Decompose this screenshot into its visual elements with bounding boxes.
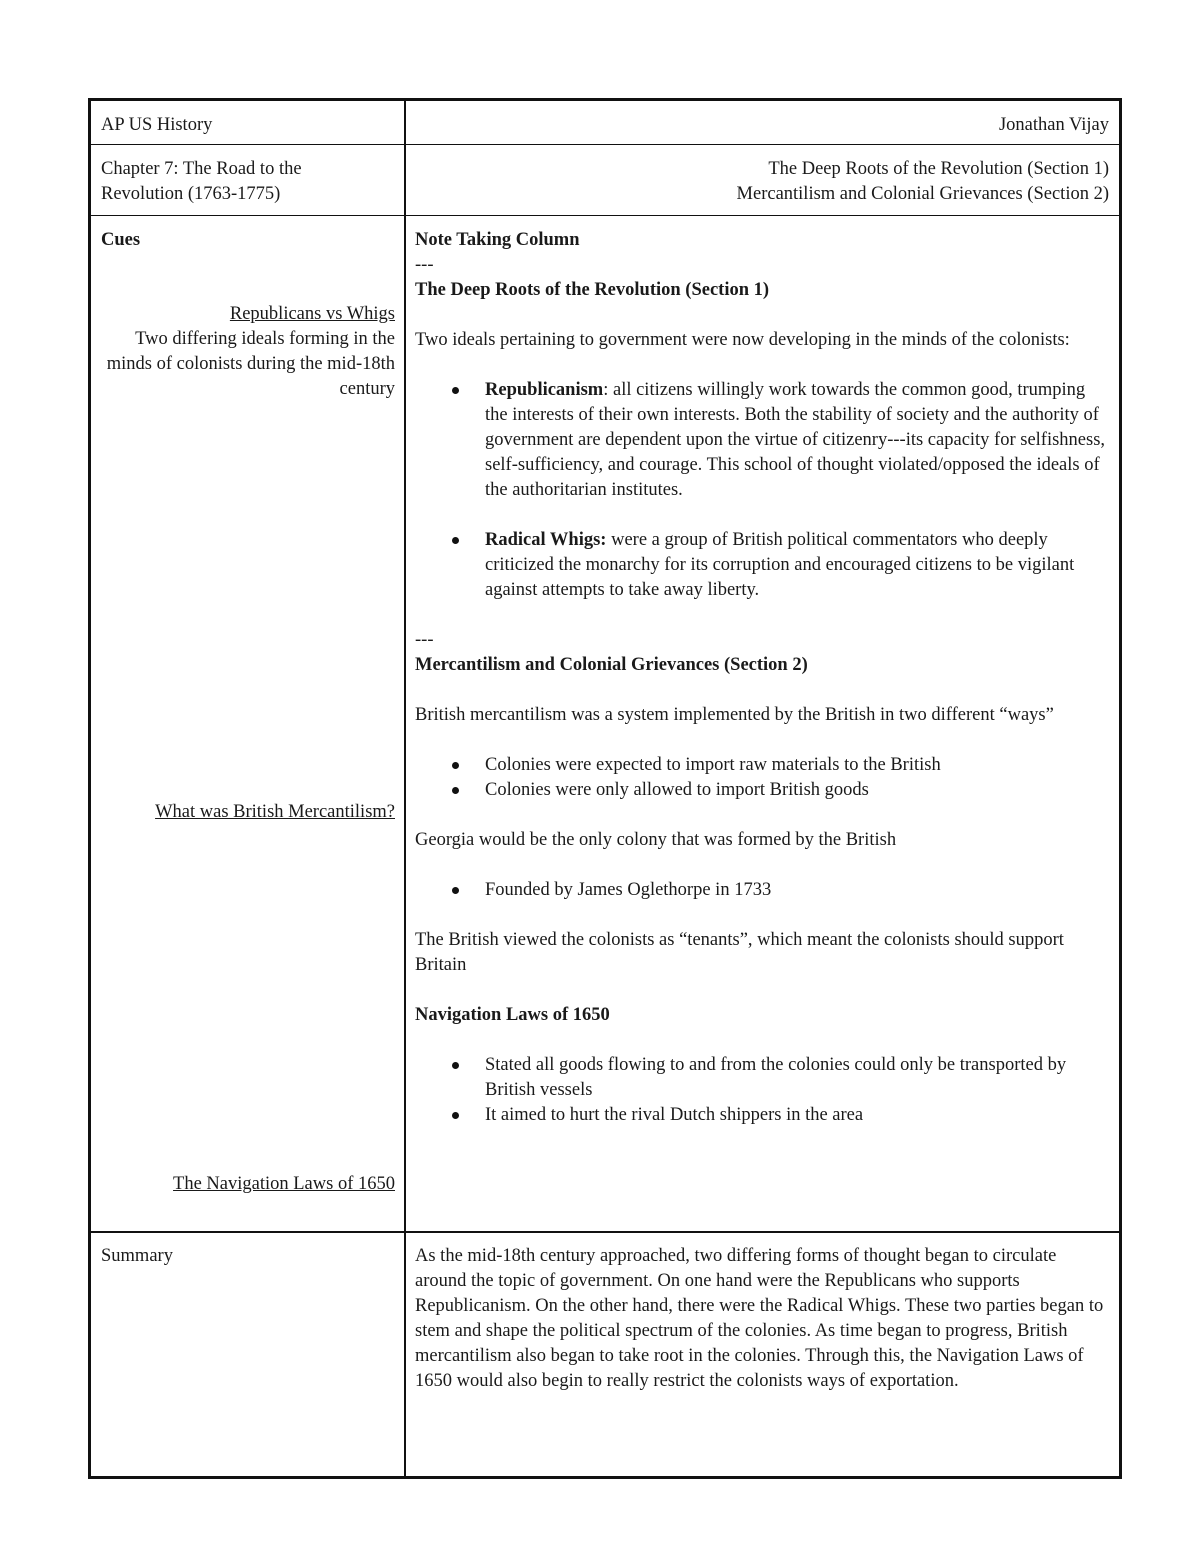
list-item <box>485 528 1109 603</box>
summary-label-cell <box>88 1231 406 1479</box>
section1-bullets <box>415 378 1109 503</box>
list-item: Colonies were expected to import raw materials to the British <box>485 753 1109 778</box>
summary-text: As the mid-18th century approached, two differing forms of thought began to circulate around the topic of government. On one hand were the Republicans who supports Republicanism. On the other hand, there were the Radical Whigs. These two parties began to stem and shape the political spectrum of the colonies. As time began to progress, British mercantilism also began to take root in the colonies. Through this, the Navigation Laws of 1650 would also begin to really restrict the colonists ways of exportation. <box>415 1246 1104 1391</box>
section1-bullets-2 <box>415 528 1109 603</box>
cue-navigation-laws <box>99 1172 395 1197</box>
summary-label: Summary <box>101 1246 173 1266</box>
cue-republicans-whigs <box>105 302 395 402</box>
section2-title: Mercantilism and Colonial Grievances (Section 2) <box>736 184 1109 204</box>
navigation-laws-bullets <box>415 1053 1109 1128</box>
sections-cell <box>404 144 1122 216</box>
summary-cell <box>404 1231 1122 1479</box>
divider: --- <box>415 255 434 275</box>
georgia-bullets <box>415 878 1109 903</box>
author-cell <box>404 98 1122 145</box>
cues-column <box>88 215 406 1233</box>
section2-intro: British mercantilism was a system implemented by the British in two different “ways” <box>415 705 1054 725</box>
cornell-notes-table <box>88 98 1122 1479</box>
course-cell <box>88 98 406 145</box>
navigation-laws-heading: Navigation Laws of 1650 <box>415 1005 610 1025</box>
bullet-term: Republicanism <box>485 380 604 400</box>
tenants-note: The British viewed the colonists as “tenants”, which meant the colonists should support Britain <box>415 930 1064 975</box>
list-item: Stated all goods flowing to and from the colonies could only be transported by British vessels <box>485 1053 1109 1103</box>
list-item: It aimed to hurt the rival Dutch shippers in the area <box>485 1103 1109 1128</box>
bullet-text: were a group of British political commentators who deeply criticized the monarchy for its corruption and encouraged citizens to be vigilant against attempts to take away liberty. <box>485 530 1075 600</box>
bullet-text: : all citizens willingly work towards the common good, trumping the interests of their own interests. Both the stability of society and the authority of government are dependent upon the virtue of citizenry---its capacity for selfishness, self-sufficiency, and courage. This school of thought violated/opposed the ideals of the authoritarian institutes. <box>485 380 1106 500</box>
cue-detail: Two differing ideals forming in the minds of colonists during the mid-18th century <box>106 329 395 399</box>
mercantilism-ways <box>415 753 1109 803</box>
divider: --- <box>415 630 434 650</box>
list-item: Colonies were only allowed to import British goods <box>485 778 1109 803</box>
cue-british-mercantilism <box>99 800 395 825</box>
section2-heading: Mercantilism and Colonial Grievances (Section 2) <box>415 655 808 675</box>
list-item <box>485 378 1109 503</box>
chapter-cell <box>88 144 406 216</box>
notes-column <box>404 215 1122 1233</box>
cue-title: Republicans vs Whigs <box>229 304 395 324</box>
georgia-note: Georgia would be the only colony that was formed by the British <box>415 830 897 850</box>
author-name: Jonathan Vijay <box>998 115 1109 135</box>
section1-heading: The Deep Roots of the Revolution (Section 1) <box>415 280 770 300</box>
cue-title: The Navigation Laws of 1650 <box>173 1174 395 1194</box>
section1-title: The Deep Roots of the Revolution (Section 1) <box>768 159 1109 179</box>
cue-title: What was British Mercantilism? <box>155 802 395 822</box>
notes-heading: Note Taking Column <box>415 230 580 250</box>
list-item: Founded by James Oglethorpe in 1733 <box>485 878 1109 903</box>
cues-heading: Cues <box>101 230 141 250</box>
section1-intro: Two ideals pertaining to government were now developing in the minds of the colonists: <box>415 330 1070 350</box>
bullet-term: Radical Whigs: <box>485 530 607 550</box>
course-name: AP US History <box>101 115 213 135</box>
chapter-title: Chapter 7: The Road to the Revolution (1763-1775) <box>101 159 302 204</box>
